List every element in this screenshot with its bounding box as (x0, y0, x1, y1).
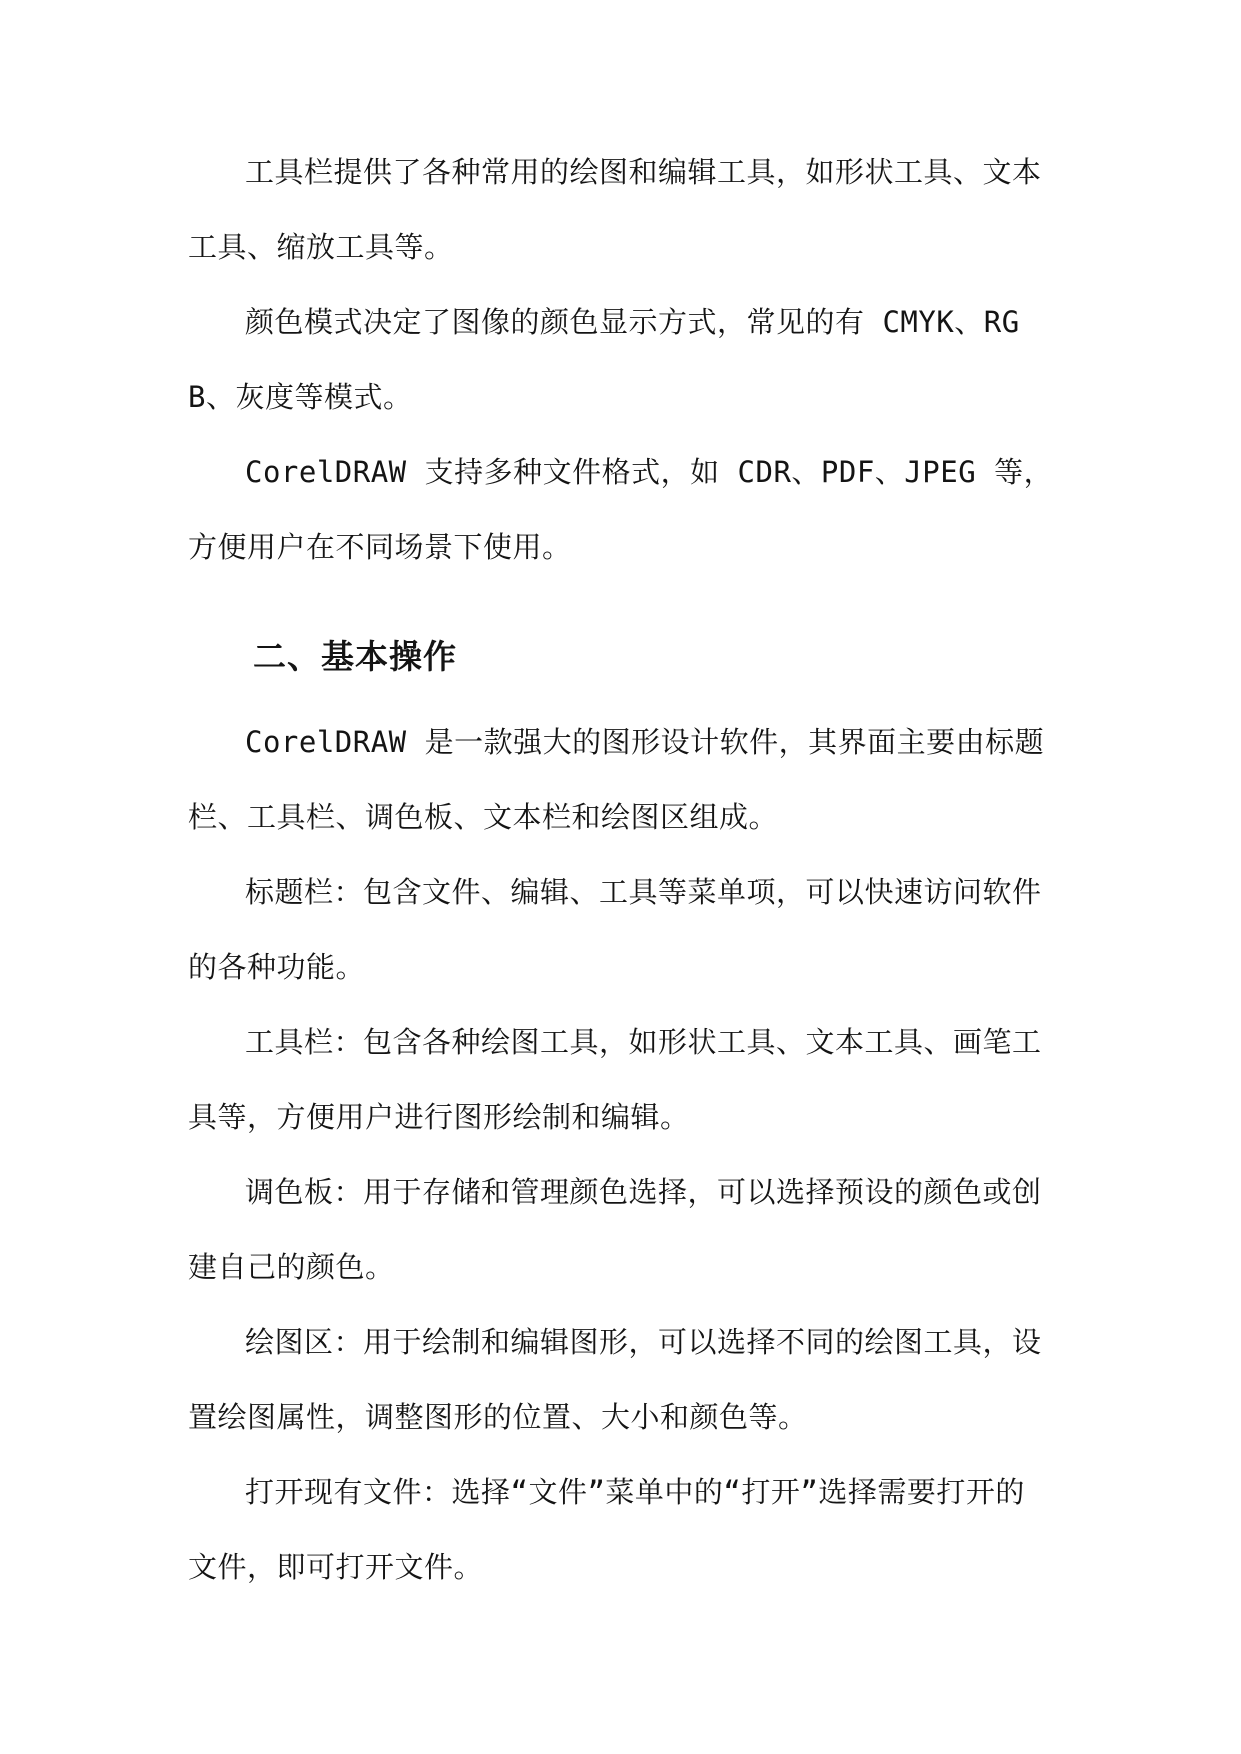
paragraph-title-bar: 标题栏：包含文件、编辑、工具等菜单项，可以快速访问软件的各种功能。 (188, 875, 1042, 984)
paragraph-toolbar-intro: 工具栏提供了各种常用的绘图和编辑工具，如形状工具、文本工具、缩放工具等。 (188, 155, 1042, 264)
paragraph-palette: 调色板：用于存储和管理颜色选择，可以选择预设的颜色或创建自己的颜色。 (188, 1175, 1042, 1284)
paragraph-file-formats: CorelDRAW 支持多种文件格式，如 CDR、PDF、JPEG 等，方便用户在不同场景下使用。 (188, 455, 1054, 564)
paragraph-toolbar: 工具栏：包含各种绘图工具，如形状工具、文本工具、画笔工具等，方便用户进行图形绘制和编辑。 (188, 1025, 1042, 1134)
paragraph-color-mode: 颜色模式决定了图像的颜色显示方式，常见的有 CMYK、RGB、灰度等模式。 (188, 305, 1020, 414)
paragraph-interface-overview: CorelDRAW 是一款强大的图形设计软件，其界面主要由标题栏、工具栏、调色板、文本栏和绘图区组成。 (188, 725, 1045, 834)
section-heading-basic-operations: 二、基本操作 (253, 637, 457, 676)
paragraph-drawing-area: 绘图区：用于绘制和编辑图形，可以选择不同的绘图工具，设置绘图属性，调整图形的位置、大小和颜色等。 (188, 1325, 1042, 1434)
paragraph-open-file: 打开现有文件：选择“文件”菜单中的“打开”选择需要打开的文件，即可打开文件。 (188, 1475, 1025, 1584)
